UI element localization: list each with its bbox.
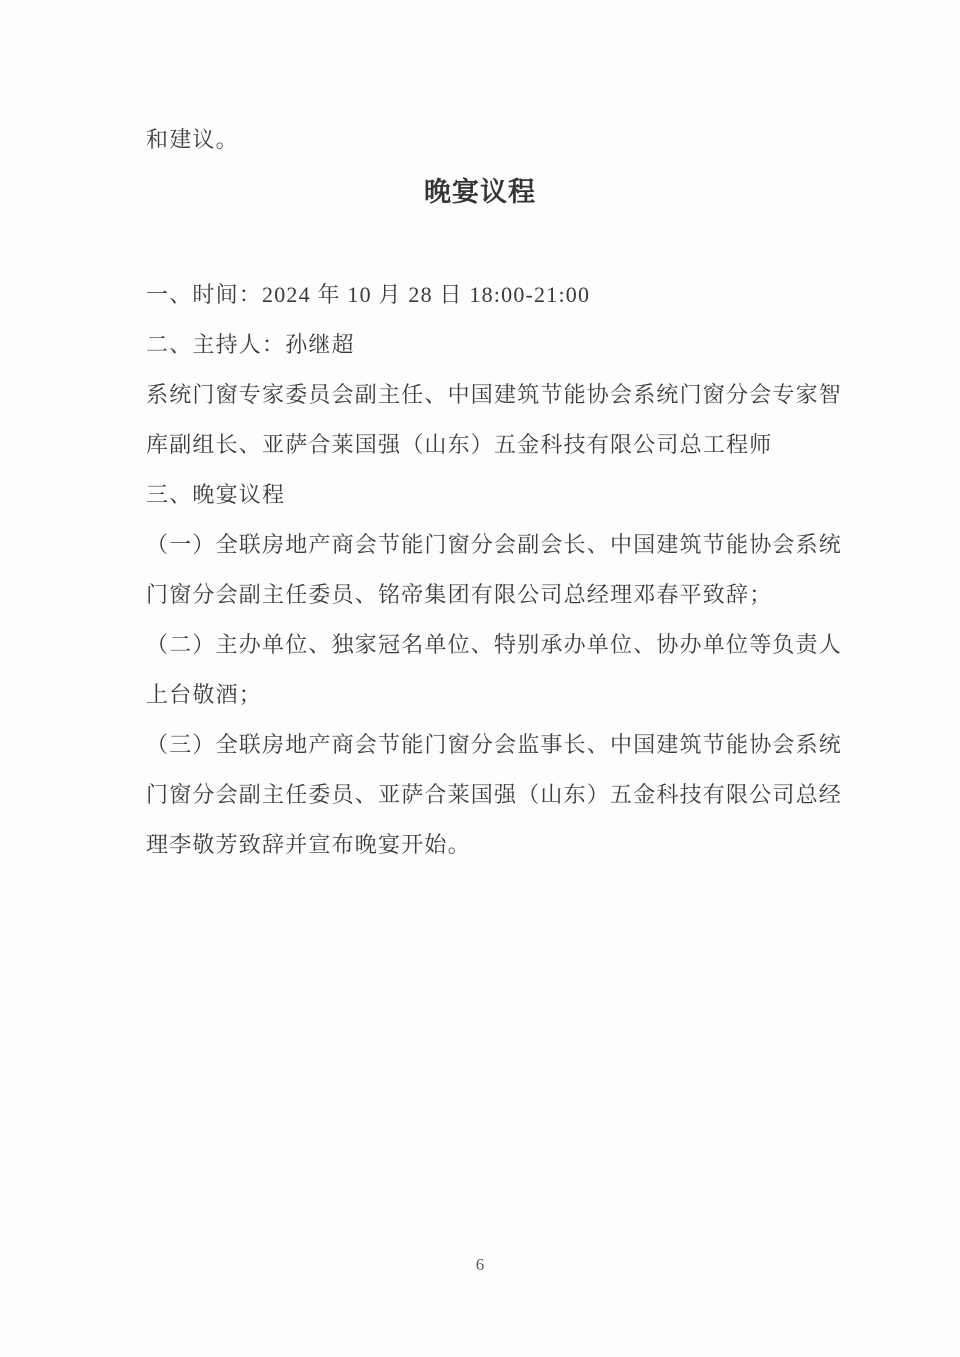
agenda-line-item3-1: （三）全联房地产商会节能门窗分会监事长、中国建筑节能协会系统 [146, 732, 843, 757]
paragraph-tail-line: 和建议。 [146, 127, 239, 152]
page-number: 6 [475, 1255, 485, 1274]
section-title: 晚宴议程 [424, 177, 536, 207]
agenda-line-item1-1: （一）全联房地产商会节能门窗分会副会长、中国建筑节能协会系统 [146, 532, 843, 557]
agenda-line-item3-2: 门窗分会副主任委员、亚萨合莱国强（山东）五金科技有限公司总经 [146, 782, 843, 807]
agenda-body [146, 270, 850, 870]
agenda-line-host: 二、主持人：孙继超 [146, 332, 355, 357]
agenda-line-item1-2: 门窗分会副主任委员、铭帝集团有限公司总经理邓春平致辞； [146, 582, 773, 607]
agenda-line-host-desc-2: 库副组长、亚萨合莱国强（山东）五金科技有限公司总工程师 [146, 432, 773, 457]
agenda-line-section: 三、晚宴议程 [146, 482, 286, 507]
agenda-line-host-desc-1: 系统门窗专家委员会副主任、中国建筑节能协会系统门窗分会专家智 [146, 382, 843, 407]
agenda-line-item2-1: （二）主办单位、独家冠名单位、特别承办单位、协办单位等负责人 [146, 632, 843, 657]
agenda-line-item2-2: 上台敬酒； [146, 682, 263, 707]
agenda-line-item3-3: 理李敬芳致辞并宣布晚宴开始。 [146, 832, 471, 857]
agenda-line-time: 一、时间：2024 年 10 月 28 日 18:00-21:00 [146, 282, 591, 307]
